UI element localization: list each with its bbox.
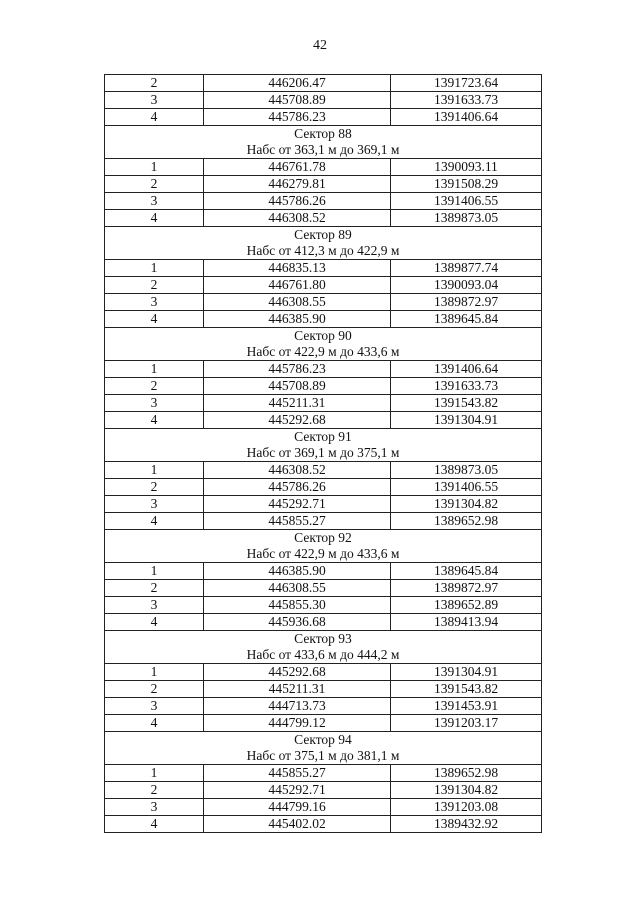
- x-coordinate-cell: 445292.71: [204, 782, 391, 799]
- x-coordinate-cell: 445786.26: [204, 479, 391, 496]
- table-row: [105, 496, 542, 513]
- y-coordinate-cell: 1391633.73: [391, 92, 542, 109]
- sector-title-row: [105, 631, 542, 648]
- point-number-cell: 2: [105, 75, 204, 92]
- sector-range-row: [105, 748, 542, 765]
- x-coordinate-cell: 445855.30: [204, 597, 391, 614]
- sector-height-range: Набс от 422,9 м до 433,6 м: [105, 546, 542, 563]
- sector-height-range: Набс от 412,3 м до 422,9 м: [105, 243, 542, 260]
- table-row: [105, 412, 542, 429]
- table-row: [105, 109, 542, 126]
- sector-height-range: Набс от 375,1 м до 381,1 м: [105, 748, 542, 765]
- point-number-cell: 1: [105, 664, 204, 681]
- point-number-cell: 1: [105, 765, 204, 782]
- y-coordinate-cell: 1391304.82: [391, 496, 542, 513]
- sector-title: Сектор 88: [105, 126, 542, 143]
- sector-range-row: [105, 344, 542, 361]
- point-number-cell: 4: [105, 513, 204, 530]
- table-row: [105, 75, 542, 92]
- x-coordinate-cell: 445211.31: [204, 395, 391, 412]
- point-number-cell: 1: [105, 159, 204, 176]
- table-row: [105, 378, 542, 395]
- y-coordinate-cell: 1389432.92: [391, 816, 542, 833]
- sector-height-range: Набс от 369,1 м до 375,1 м: [105, 445, 542, 462]
- sector-title: Сектор 90: [105, 328, 542, 345]
- point-number-cell: 2: [105, 681, 204, 698]
- x-coordinate-cell: 446308.55: [204, 294, 391, 311]
- y-coordinate-cell: 1391203.08: [391, 799, 542, 816]
- sector-title: Сектор 94: [105, 732, 542, 749]
- table-row: [105, 597, 542, 614]
- table-row: [105, 311, 542, 328]
- sector-range-row: [105, 243, 542, 260]
- table-row: [105, 563, 542, 580]
- y-coordinate-cell: 1391453.91: [391, 698, 542, 715]
- point-number-cell: 2: [105, 782, 204, 799]
- sector-title-row: [105, 732, 542, 749]
- point-number-cell: 4: [105, 614, 204, 631]
- point-number-cell: 3: [105, 496, 204, 513]
- table-row: [105, 715, 542, 732]
- table-row: [105, 277, 542, 294]
- point-number-cell: 2: [105, 580, 204, 597]
- y-coordinate-cell: 1391633.73: [391, 378, 542, 395]
- y-coordinate-cell: 1389872.97: [391, 294, 542, 311]
- x-coordinate-cell: 445402.02: [204, 816, 391, 833]
- sector-title-row: [105, 429, 542, 446]
- sector-title-row: [105, 126, 542, 143]
- y-coordinate-cell: 1390093.04: [391, 277, 542, 294]
- table-row: [105, 580, 542, 597]
- y-coordinate-cell: 1391543.82: [391, 395, 542, 412]
- point-number-cell: 3: [105, 395, 204, 412]
- sector-range-row: [105, 546, 542, 563]
- point-number-cell: 2: [105, 277, 204, 294]
- y-coordinate-cell: 1389877.74: [391, 260, 542, 277]
- y-coordinate-cell: 1389652.98: [391, 765, 542, 782]
- x-coordinate-cell: 445786.23: [204, 109, 391, 126]
- table-row: [105, 176, 542, 193]
- point-number-cell: 4: [105, 311, 204, 328]
- sector-title-row: [105, 227, 542, 244]
- table-row: [105, 462, 542, 479]
- y-coordinate-cell: 1391508.29: [391, 176, 542, 193]
- x-coordinate-cell: 446308.55: [204, 580, 391, 597]
- sector-title: Сектор 89: [105, 227, 542, 244]
- page-number: 42: [313, 38, 327, 53]
- sector-range-row: [105, 445, 542, 462]
- x-coordinate-cell: 446385.90: [204, 563, 391, 580]
- x-coordinate-cell: 445292.68: [204, 412, 391, 429]
- x-coordinate-cell: 446385.90: [204, 311, 391, 328]
- table-row: [105, 479, 542, 496]
- point-number-cell: 2: [105, 378, 204, 395]
- point-number-cell: 3: [105, 698, 204, 715]
- point-number-cell: 4: [105, 210, 204, 227]
- table-row: [105, 210, 542, 227]
- x-coordinate-cell: 444713.73: [204, 698, 391, 715]
- x-coordinate-cell: 446761.80: [204, 277, 391, 294]
- x-coordinate-cell: 444799.12: [204, 715, 391, 732]
- y-coordinate-cell: 1389645.84: [391, 311, 542, 328]
- sector-title: Сектор 93: [105, 631, 542, 648]
- sector-title-row: [105, 530, 542, 547]
- x-coordinate-cell: 445936.68: [204, 614, 391, 631]
- x-coordinate-cell: 445786.23: [204, 361, 391, 378]
- table-row: [105, 395, 542, 412]
- y-coordinate-cell: 1389872.97: [391, 580, 542, 597]
- point-number-cell: 3: [105, 193, 204, 210]
- y-coordinate-cell: 1389645.84: [391, 563, 542, 580]
- table-row: [105, 799, 542, 816]
- y-coordinate-cell: 1391304.91: [391, 664, 542, 681]
- table-row: [105, 193, 542, 210]
- sector-title-row: [105, 328, 542, 345]
- x-coordinate-cell: 446308.52: [204, 210, 391, 227]
- y-coordinate-cell: 1391203.17: [391, 715, 542, 732]
- table-row: [105, 260, 542, 277]
- y-coordinate-cell: 1391304.82: [391, 782, 542, 799]
- table-row: [105, 361, 542, 378]
- point-number-cell: 1: [105, 563, 204, 580]
- point-number-cell: 3: [105, 799, 204, 816]
- sector-range-row: [105, 142, 542, 159]
- x-coordinate-cell: 445855.27: [204, 765, 391, 782]
- sector-title: Сектор 92: [105, 530, 542, 547]
- x-coordinate-cell: 445855.27: [204, 513, 391, 530]
- point-number-cell: 3: [105, 597, 204, 614]
- x-coordinate-cell: 445786.26: [204, 193, 391, 210]
- table-row: [105, 92, 542, 109]
- y-coordinate-cell: 1391543.82: [391, 681, 542, 698]
- sector-range-row: [105, 647, 542, 664]
- y-coordinate-cell: 1389873.05: [391, 210, 542, 227]
- sector-height-range: Набс от 433,6 м до 444,2 м: [105, 647, 542, 664]
- table-row: [105, 513, 542, 530]
- y-coordinate-cell: 1391406.64: [391, 109, 542, 126]
- table-row: [105, 664, 542, 681]
- table-row: [105, 782, 542, 799]
- x-coordinate-cell: 445708.89: [204, 378, 391, 395]
- y-coordinate-cell: 1390093.11: [391, 159, 542, 176]
- point-number-cell: 1: [105, 260, 204, 277]
- table-row: [105, 816, 542, 833]
- x-coordinate-cell: 446206.47: [204, 75, 391, 92]
- y-coordinate-cell: 1389413.94: [391, 614, 542, 631]
- y-coordinate-cell: 1389873.05: [391, 462, 542, 479]
- y-coordinate-cell: 1389652.98: [391, 513, 542, 530]
- x-coordinate-cell: 446835.13: [204, 260, 391, 277]
- point-number-cell: 4: [105, 816, 204, 833]
- point-number-cell: 2: [105, 176, 204, 193]
- x-coordinate-cell: 445292.71: [204, 496, 391, 513]
- point-number-cell: 4: [105, 412, 204, 429]
- point-number-cell: 4: [105, 715, 204, 732]
- sector-height-range: Набс от 422,9 м до 433,6 м: [105, 344, 542, 361]
- point-number-cell: 3: [105, 294, 204, 311]
- x-coordinate-cell: 446761.78: [204, 159, 391, 176]
- table-row: [105, 614, 542, 631]
- x-coordinate-cell: 445211.31: [204, 681, 391, 698]
- x-coordinate-cell: 445708.89: [204, 92, 391, 109]
- table-row: [105, 765, 542, 782]
- sector-title: Сектор 91: [105, 429, 542, 446]
- point-number-cell: 3: [105, 92, 204, 109]
- point-number-cell: 1: [105, 462, 204, 479]
- y-coordinate-cell: 1389652.89: [391, 597, 542, 614]
- y-coordinate-cell: 1391406.55: [391, 479, 542, 496]
- x-coordinate-cell: 446308.52: [204, 462, 391, 479]
- x-coordinate-cell: 446279.81: [204, 176, 391, 193]
- y-coordinate-cell: 1391406.55: [391, 193, 542, 210]
- table-row: [105, 681, 542, 698]
- y-coordinate-cell: 1391304.91: [391, 412, 542, 429]
- x-coordinate-cell: 445292.68: [204, 664, 391, 681]
- table-row: [105, 698, 542, 715]
- x-coordinate-cell: 444799.16: [204, 799, 391, 816]
- table-row: [105, 159, 542, 176]
- table-row: [105, 294, 542, 311]
- point-number-cell: 2: [105, 479, 204, 496]
- y-coordinate-cell: 1391723.64: [391, 75, 542, 92]
- sector-height-range: Набс от 363,1 м до 369,1 м: [105, 142, 542, 159]
- point-number-cell: 4: [105, 109, 204, 126]
- coordinates-table: [104, 74, 542, 833]
- y-coordinate-cell: 1391406.64: [391, 361, 542, 378]
- point-number-cell: 1: [105, 361, 204, 378]
